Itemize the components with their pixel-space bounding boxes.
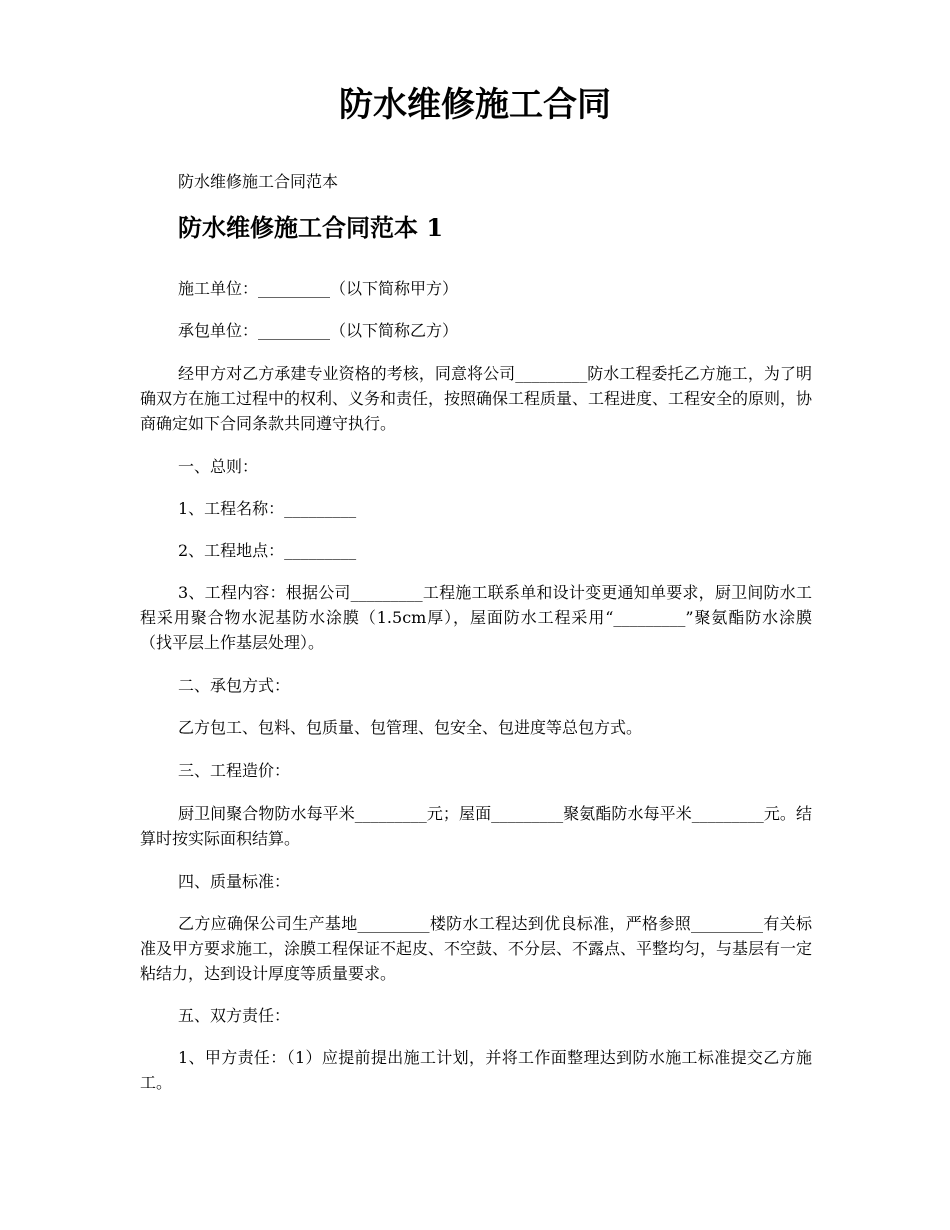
clause-project-content: 3、工程内容：根据公司_________工程施工联系单和设计变更通知单要求，厨卫间防水工程采用聚合物水泥基防水涂膜（1.5cm厚），屋面防水工程采用“_________”聚氨酯防水涂膜（找平层上作基层处理）。: [140, 583, 812, 652]
clause-preamble: 经甲方对乙方承建专业资格的考核，同意将公司_________防水工程委托乙方施工，为了明确双方在施工过程中的权利、义务和责任，按照确保工程质量、工程进度、工程安全的原则，协商确定如下合同条款共同遵守执行。: [140, 364, 813, 433]
clause-quality: 乙方应确保公司生产基地_________楼防水工程达到优良标准，严格参照_________有关标准及甲方要求施工，涂膜工程保证不起皮、不空鼓、不分层、不露点、平整均匀，与基层有一定粘结力，达到设计厚度等质量要求。: [140, 914, 813, 983]
clause-project-location: 2、工程地点：_________: [178, 541, 357, 560]
clause-contractor-unit: 施工单位：_________（以下简称甲方）: [178, 279, 459, 298]
section-heading: 防水维修施工合同范本 1: [178, 213, 444, 242]
document-subtitle: 防水维修施工合同范本: [178, 172, 339, 191]
clause-heading-cost: 三、工程造价：: [178, 761, 291, 780]
clause-heading-general: 一、总则：: [178, 457, 259, 476]
clause-party-a-responsibility: 1、甲方责任：（1）应提前提出施工计划，并将工作面整理达到防水施工标准提交乙方施工。: [140, 1048, 812, 1092]
clause-heading-quality: 四、质量标准：: [178, 872, 291, 891]
clause-heading-contract-mode: 二、承包方式：: [178, 676, 291, 695]
clause-cost: 厨卫间聚合物防水每平米_________元；屋面_________聚氨酯防水每平米_________元。结算时按实际面积结算。: [140, 804, 812, 848]
clause-contract-mode: 乙方包工、包料、包质量、包管理、包安全、包进度等总包方式。: [178, 718, 643, 737]
clause-subcontractor-unit: 承包单位：_________（以下简称乙方）: [178, 321, 459, 340]
clause-project-name: 1、工程名称：_________: [178, 499, 357, 518]
document-title: 防水维修施工合同: [339, 85, 611, 125]
clause-heading-responsibilities: 五、双方责任：: [178, 1006, 291, 1025]
